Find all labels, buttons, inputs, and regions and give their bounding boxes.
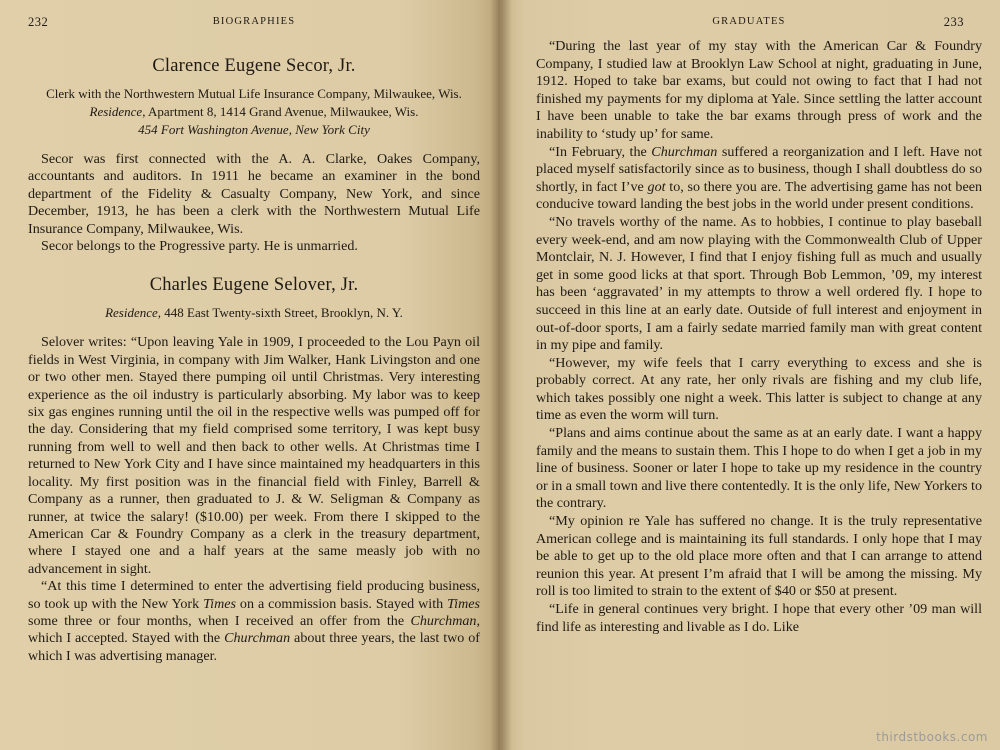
right-page <box>500 0 1000 750</box>
entry2-name: Charles Eugene Selover, Jr. <box>149 275 359 296</box>
right-paragraph-6: “My opinion re Yale has suffered no change. It is the truly representative American college and is maintaining its full standards. I only hope that I may be able to get up to the old place more often and that I can arrange to attend reunion this year. At present I’m afraid that I will be among the missing. My roll is too limited to strain to the extent of $40 or $50 at present. <box>536 513 982 600</box>
entry2-residence-label: Residence, <box>105 305 162 321</box>
right-paragraph-5: “Plans and aims continue about the same as at an early date. I want a happy family and the means to sustain them. This I hope to do when I get a job in my line of business. Sooner or later I hope to take up my residence in the country or in a small town and live there contentedly. It is the only life, New Yorkers to the contrary. <box>536 425 982 512</box>
entry1-paragraph-1: Secor was first connected with the A. A. Clarke, Oakes Company, accountants and auditors. In 1911 he became an examiner in the bond department of the Fidelity & Casualty Company, New York, and since December, 1913, he has been a clerk with the Northwestern Mutual Life Insurance Company, Milwaukee, Wis. <box>28 151 480 237</box>
p2-part-e: about three years, the last two of which I was advertising manager. <box>28 630 480 664</box>
entry1-paragraph-2: Secor belongs to the Progressive party. He is unmarried. <box>41 238 358 255</box>
right-paragraph-4: “However, my wife feels that I carry everything to excess and she is probably correct. At any rate, her only rivals are fishing and my club life, which takes possibly one night a week. This latter is subject to change at any time as even the worm will turn. <box>536 354 982 424</box>
rp2-part-a: “In February, the <box>549 143 652 160</box>
right-running-title: GRADUATES <box>712 16 786 27</box>
right-paragraph-2 <box>536 144 982 214</box>
p2-part-d: which I accepted. Stayed with the <box>28 630 225 647</box>
left-running-head <box>28 16 480 34</box>
watermark: thirdstbooks.com <box>876 730 988 744</box>
times-italic-2: Times <box>447 595 480 612</box>
p2-part-c: some three or four months, when I received an offer from the <box>28 612 411 629</box>
entry1-alt-address: 454 Fort Washington Avenue, New York City <box>138 122 370 137</box>
times-italic-1: Times <box>203 595 236 612</box>
churchman-italic-3: Churchman <box>651 143 718 160</box>
rp2-part-b: suffered a reorganization and I left. Have not placed myself satisfactorily since as to business, though I shall doubtless do so shortly, in fact I’ve <box>536 143 982 195</box>
right-paragraph-7: “Life in general continues very bright. I hope that every other ’09 man will find life as interesting and livable as I do. Like <box>536 601 982 635</box>
entry1-residence-label: Residence, <box>89 104 146 119</box>
right-running-head <box>536 16 982 34</box>
entry1-occupation: Clerk with the Northwestern Mutual Life Insurance Company, Milwaukee, Wis. <box>46 86 462 101</box>
churchman-italic-1: Churchman, <box>410 612 480 629</box>
left-page-number: 232 <box>28 15 49 29</box>
book-gutter <box>490 0 512 750</box>
entry2-paragraph-2 <box>28 578 480 665</box>
entry1-name: Clarence Eugene Secor, Jr. <box>152 56 356 76</box>
entry2-residence <box>28 305 480 321</box>
got-italic: got <box>647 178 666 195</box>
left-running-title: BIOGRAPHIES <box>212 16 296 27</box>
entry2-paragraph-1: Selover writes: “Upon leaving Yale in 1909, I proceeded to the Lou Payn oil fields in West Virginia, in company with Jim Walker, Hank Livingston and one or two other men. Stayed there pumping oil until Christmas. Very interesting experience as the oil industry is particularly absorbing. My labor was to keep six gas engines running until the oil in the respective wells was pumped off for the day. Considering that my field comprised some territory, I was kept busy running from well to well and then back to other wells. At Christmas time I returned to New York City and I have since maintained my headquarters in this locality. My first position was in the financial field with Finley, Barrell & Company as a runner, then graduated to J. & W. Seligman & Company as runner, at twice the salary! ($10.00) per week. From there I skipped to the American Car & Foundry Company as a clerk in the treasury department, where I stayed one and a half years at the same measly job with no advancement in sight. <box>28 334 480 577</box>
right-paragraph-3: “No travels worthy of the name. As to hobbies, I continue to play baseball every week-end, and am now playing with the Commonwealth Club of Upper Montclair, N. J. However, I find that I enjoy fishing full as much and usually get in some good licks at that sport. Through Bob Lemmon, ’09, my interest has been ‘aggravated’ in my attempts to throw a well ordered fly. I hope to succeed in this line at an early date. Outside of full interest and enjoyment in out-of-door sports, I am a fairly sedate married family man with great content in my pipe and family. <box>536 213 982 354</box>
rp2-part-c: to, so there you are. The advertising game has not been conducive toward landing the best jobs in the world under present conditions. <box>536 178 982 213</box>
right-paragraph-1: “During the last year of my stay with the American Car & Foundry Company, I studied law at Brooklyn Law School at night, graduating in June, 1912. Hoped to take bar exams, but could not owing to fact that I had not finished my payments for my diploma at Yale. Since settling the latter account I have been unable to take the bar exams through press of work and the inability to ‘study up’ for same. <box>536 38 982 142</box>
churchman-italic-2: Churchman <box>224 630 291 647</box>
right-page-number: 233 <box>943 15 964 29</box>
p2-part-b: on a commission basis. Stayed with <box>236 595 448 612</box>
entry2-residence-text: 448 East Twenty-sixth Street, Brooklyn, N. Y. <box>161 305 403 321</box>
entry1-residence-text: Apartment 8, 1414 Grand Avenue, Milwaukee, Wis. <box>145 104 419 119</box>
entry1-residence <box>28 104 480 120</box>
p2-part-a: “At this time I determined to enter the advertising field producing business, so took up with the New York <box>28 578 480 612</box>
